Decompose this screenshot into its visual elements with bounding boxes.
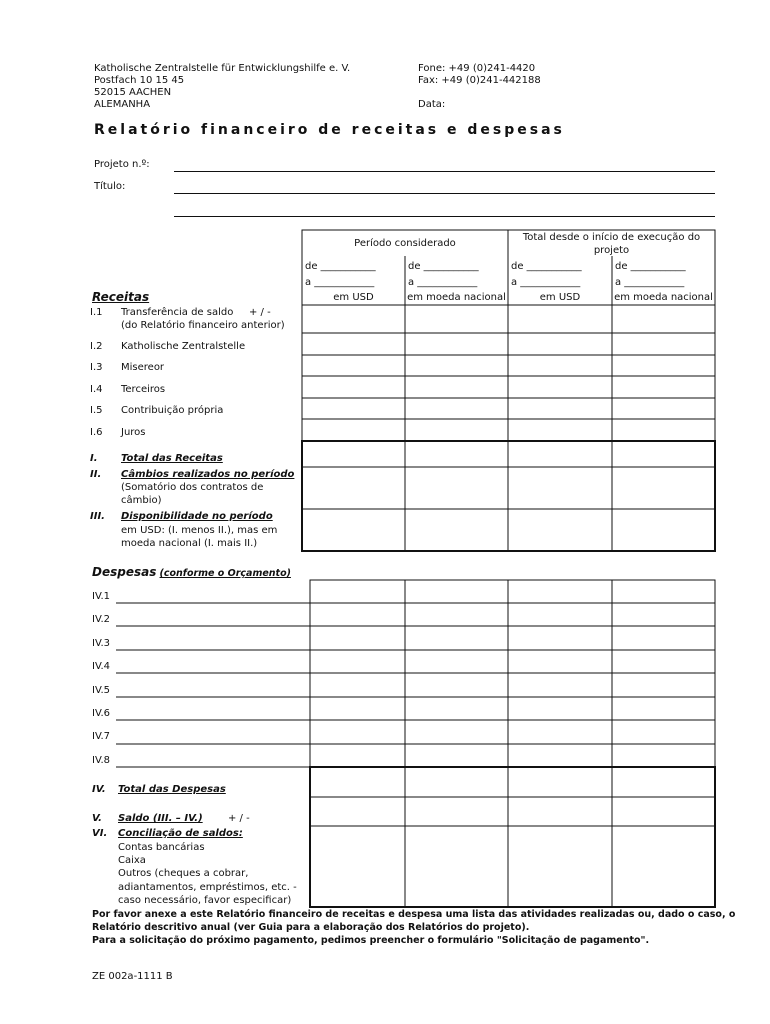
- despesas-heading-sub: (conforme o Orçamento): [159, 568, 291, 579]
- period-from-usd[interactable]: de ___________: [305, 261, 376, 272]
- item-sign-i1: + / -: [249, 307, 271, 318]
- country: ALEMANHA: [94, 99, 151, 110]
- disp-sub1: em USD: (I. menos II.), mas em: [121, 525, 278, 536]
- item-label-i1: Transferência de saldo: [121, 307, 234, 318]
- item-label-i2: Katholische Zentralstelle: [121, 341, 246, 352]
- concil-line-1: Contas bancárias: [118, 842, 205, 853]
- total-header-line1: Total desde o início de execução do: [522, 232, 701, 243]
- despesa-num-iv7: IV.7: [92, 731, 111, 742]
- footer-note-1: Por favor anexe a este Relatório financeiro de receitas e despesa uma lista das atividades realizadas ou, dado o caso, o: [92, 909, 736, 920]
- despesa-num-iv6: IV.6: [92, 708, 111, 719]
- despesa-num-iv1: IV.1: [92, 591, 111, 602]
- receitas-heading: Receitas: [92, 290, 150, 304]
- period-header: Período considerado: [354, 238, 456, 249]
- item-label-i3: Misereor: [121, 362, 165, 373]
- cambios-num: II.: [90, 469, 102, 480]
- project-number-field[interactable]: [174, 171, 715, 172]
- item-label-i6: Juros: [121, 427, 146, 438]
- title-field[interactable]: [174, 193, 715, 194]
- cambios-sub2: câmbio): [121, 495, 162, 506]
- despesas-heading: Despesas: [92, 565, 157, 579]
- page-title: Relatório financeiro de receitas e despesas: [94, 122, 565, 138]
- disp-num: III.: [90, 511, 105, 522]
- footer-note-3: Para a solicitação do próximo pagamento, pedimos preencher o formulário "Solicitação de pagamento".: [92, 935, 650, 946]
- col-usd-2: em USD: [539, 292, 581, 303]
- item-num-i1: I.1: [90, 307, 103, 318]
- item-num-i6: I.6: [90, 427, 103, 438]
- despesa-num-iv2: IV.2: [92, 614, 111, 625]
- total-from-usd[interactable]: de ___________: [511, 261, 582, 272]
- saldo-sign: + / -: [228, 813, 250, 824]
- cambios-label: Câmbios realizados no período: [121, 469, 295, 480]
- item-label-i5: Contribuição própria: [121, 405, 224, 416]
- concil-line-4: adiantamentos, empréstimos, etc. -: [118, 882, 297, 893]
- despesa-num-iv8: IV.8: [92, 755, 111, 766]
- cambios-sub1: (Somatório dos contratos de: [121, 482, 264, 493]
- total-to-local[interactable]: a ____________: [615, 277, 685, 288]
- item-label-i4: Terceiros: [121, 384, 166, 395]
- period-to-local[interactable]: a ____________: [408, 277, 478, 288]
- despesa-num-iv5: IV.5: [92, 685, 111, 696]
- fax: Fax: +49 (0)241-442188: [418, 75, 541, 86]
- postbox: Postfach 10 15 45: [94, 75, 185, 86]
- item-num-i2: I.2: [90, 341, 103, 352]
- despesas-heading-block: [92, 565, 291, 579]
- total-despesas-label: Total das Despesas: [118, 784, 226, 795]
- saldo-label: Saldo (III. – IV.): [118, 813, 203, 824]
- project-label: Projeto n.º:: [94, 159, 150, 170]
- concil-line-5: caso necessário, favor especificar): [118, 895, 292, 906]
- total-receitas-label: Total das Receitas: [121, 453, 223, 464]
- footer-note-2: Relatório descritivo anual (ver Guia para a elaboração dos Relatórios do projeto).: [92, 922, 530, 933]
- concil-line-3: Outros (cheques a cobrar,: [118, 868, 249, 879]
- col-local-2: em moeda nacional: [614, 292, 713, 303]
- org-name: Katholische Zentralstelle für Entwicklungshilfe e. V.: [94, 63, 351, 74]
- concil-label: Conciliação de saldos:: [118, 828, 243, 839]
- disp-label: Disponibilidade no período: [121, 511, 273, 522]
- saldo-num: V.: [92, 813, 102, 824]
- concil-num: VI.: [92, 828, 108, 839]
- title-field-line2[interactable]: [174, 216, 715, 217]
- period-from-local[interactable]: de ___________: [408, 261, 479, 272]
- phone: Fone: +49 (0)241-4420: [418, 63, 536, 74]
- despesa-num-iv4: IV.4: [92, 661, 111, 672]
- title-label: Título:: [94, 181, 126, 192]
- concil-line-2: Caixa: [118, 855, 146, 866]
- item-num-i5: I.5: [90, 405, 103, 416]
- item-num-i3: I.3: [90, 362, 103, 373]
- total-receitas-num: I.: [90, 453, 98, 464]
- form-code: ZE 002a-1111 B: [92, 971, 173, 982]
- city: 52015 AACHEN: [94, 87, 172, 98]
- total-header-line2: projeto: [593, 245, 630, 256]
- item-num-i4: I.4: [90, 384, 103, 395]
- total-despesas-num: IV.: [92, 784, 106, 795]
- item-sub-i1: (do Relatório financeiro anterior): [121, 320, 285, 331]
- period-to-usd[interactable]: a ____________: [305, 277, 375, 288]
- total-to-usd[interactable]: a ____________: [511, 277, 581, 288]
- col-usd-1: em USD: [333, 292, 374, 303]
- despesa-num-iv3: IV.3: [92, 638, 111, 649]
- total-from-local[interactable]: de ___________: [615, 261, 686, 272]
- col-local-1: em moeda nacional: [407, 292, 506, 303]
- date-label: Data:: [418, 99, 446, 110]
- disp-sub2: moeda nacional (I. mais II.): [121, 538, 258, 549]
